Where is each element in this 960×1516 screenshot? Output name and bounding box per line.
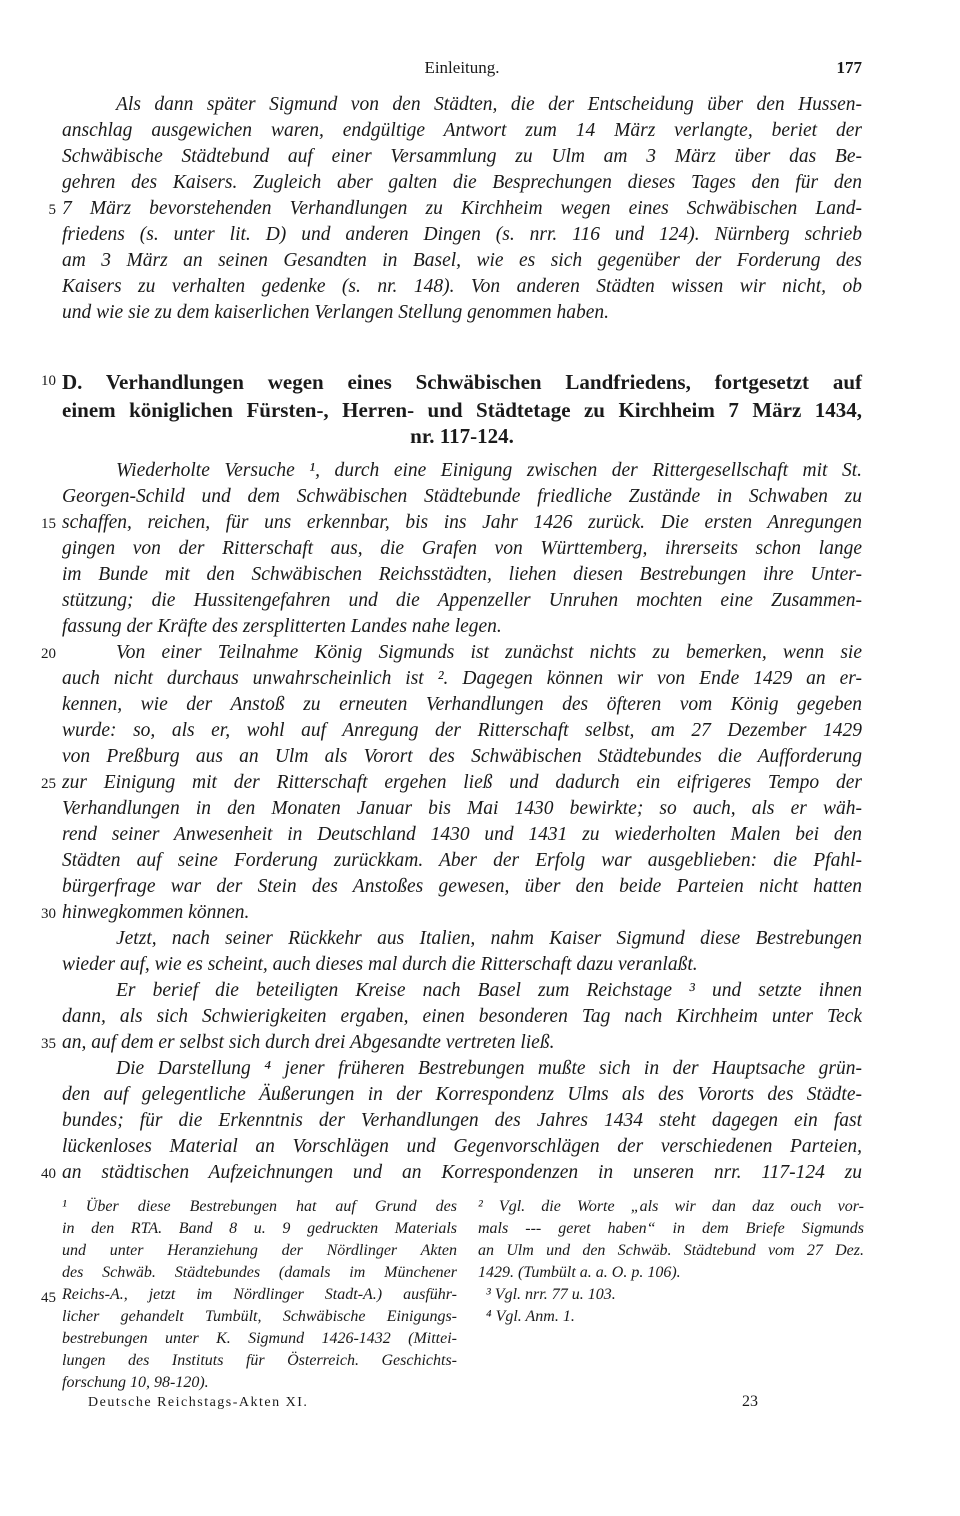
running-title: Einleitung. — [424, 58, 500, 77]
line-number: 20 — [41, 646, 56, 662]
text-line: Städten auf seine Forderung zurückkam. Aber der Erfolg war ausgeblieben: die Pfahl- — [62, 850, 862, 871]
text-line: lückenloses Material an Vorschlägen und Gegenvorschlägen der verschiedenen Parteien, — [62, 1136, 862, 1157]
text-line: gehren des Kaisers. Zugleich aber galten die Besprechungen dieses Tages den für den — [62, 172, 862, 193]
text-line: den auf gelegentliche Äußerungen in der Korrespondenz Ulms als des Vororts des Städte- — [62, 1084, 862, 1105]
section-heading: einem königlichen Fürsten-, Herren- und Städtetage zu Kirchheim 7 März 1434, — [62, 398, 862, 422]
footnote-line: licher gehandelt Tumbült, Schwäbische Einigungs- — [62, 1308, 457, 1325]
text-line: Kaisers zu verhalten gedenke (s. nr. 148). Von anderen Städten wissen wir nicht, ob — [62, 276, 862, 297]
line-number: 25 — [41, 776, 56, 792]
footnote-line: und unter Heranziehung der Nördlinger Akten — [62, 1242, 457, 1259]
text-line: friedens (s. unter lit. D) und anderen Dingen (s. nrr. 116 und 124). Nürnberg schrieb — [62, 224, 862, 245]
footnote-line: des Schwäb. Städtebundes (damals im Münchener — [62, 1264, 457, 1281]
line-number: 40 — [41, 1166, 56, 1182]
text-line: dann, als sich Schwierigkeiten ergaben, einen besonderen Tag nach Kirchheim unter Teck — [62, 1006, 862, 1027]
text-line: wurde: so, als er, wohl auf Anregung der Ritterschaft selbst, am 27 Dezember 1429 — [62, 720, 862, 741]
footnote-line: in den RTA. Band 8 u. 9 gedruckten Materials — [62, 1220, 457, 1237]
text-line: Als dann später Sigmund von den Städten, die der Entscheidung über den Hussen- — [116, 94, 862, 115]
footnote-line: 1429. (Tumbült a. a. O. p. 106). — [478, 1264, 681, 1281]
running-header — [62, 58, 862, 84]
line-number: 45 — [41, 1290, 56, 1306]
text-line: im Bunde mit den Schwäbischen Reichsstädten, liehen diesen Bestrebungen ihre Unter- — [62, 564, 862, 585]
footnote-line: ⁴ Vgl. Anm. 1. — [486, 1308, 575, 1325]
footnote-line: lungen des Instituts für Österreich. Geschichts- — [62, 1352, 457, 1369]
line-number: 30 — [41, 906, 56, 922]
text-line: anschlag ausgewichen waren, endgültige Antwort zum 14 März verlangte, beriet der — [62, 120, 862, 141]
text-line: Verhandlungen in den Monaten Januar bis Mai 1430 bewirkte; so auch, als er wäh- — [62, 798, 862, 819]
text-line: an städtischen Aufzeichnungen und an Korrespondenzen in unseren nrr. 117-124 zu — [62, 1162, 862, 1183]
footnote-line: Reichs-A., jetzt im Nördlinger Stadt-A.) ausführ- — [62, 1286, 457, 1303]
text-line: am 3 März an seinen Gesandten in Basel, wie es sich gegenüber der Forderung des — [62, 250, 862, 271]
line-number: 15 — [41, 516, 56, 532]
line-number: 10 — [41, 373, 56, 389]
text-line: Wiederholte Versuche ¹, durch eine Einigung zwischen der Rittergesellschaft mit St. — [116, 460, 862, 481]
volume-signature: Deutsche Reichstags-Akten XI. — [88, 1395, 309, 1410]
text-line: rend seiner Anwesenheit in Deutschland 1430 und 1431 zu wiederholten Malen bei den — [62, 824, 862, 845]
section-heading: nr. 117-124. — [410, 424, 514, 448]
text-line: an, auf dem er selbst sich durch drei Abgesandte vertreten ließ. — [62, 1032, 555, 1053]
text-line: gingen von der Ritterschaft aus, die Grafen von Württemberg, ihrerseits schon lange — [62, 538, 862, 559]
page-number: 177 — [836, 58, 862, 77]
text-line: Georgen-Schild und dem Schwäbischen Städtebunde friedliche Zustände in Schwaben zu — [62, 486, 862, 507]
text-line: Jetzt, nach seiner Rückkehr aus Italien, nahm Kaiser Sigmund diese Bestrebungen — [116, 928, 862, 949]
footnote-line: an Ulm und den Schwäb. Städtebund vom 27 Dez. — [478, 1242, 864, 1259]
text-line: stützung; die Hussitengefahren und die Appenzeller Unruhen mochten eine Zusammen- — [62, 590, 862, 611]
text-line: und wie sie zu dem kaiserlichen Verlangen Stellung genommen haben. — [62, 302, 609, 323]
footnote-line: ² Vgl. die Worte „als wir dan daz ouch vor- — [478, 1198, 864, 1215]
text-line: kennen, wie der Anstoß zu erneuten Verhandlungen des öfteren vom König gegeben — [62, 694, 862, 715]
line-number: 35 — [41, 1036, 56, 1052]
sheet-number: 23 — [742, 1393, 758, 1410]
footnote-line: mals --- geret haben“ in dem Briefe Sigmunds — [478, 1220, 864, 1237]
text-line: bundes; für die Erkenntnis der Verhandlungen des Jahres 1434 steht dagegen ein fast — [62, 1110, 862, 1131]
text-line: fassung der Kräfte des zersplitterten Landes nahe legen. — [62, 616, 502, 637]
text-line: wieder auf, wie es scheint, auch dieses mal durch die Ritterschaft dazu veranlaßt. — [62, 954, 698, 975]
footnote-line: bestrebungen unter K. Sigmund 1426-1432 (Mittei- — [62, 1330, 457, 1347]
text-line: schaffen, reichen, für uns erkennbar, bis ins Jahr 1426 zurück. Die ersten Anregungen — [62, 512, 862, 533]
text-line: von Preßburg aus an Ulm als Vorort des Schwäbischen Städtebundes die Aufforderung — [62, 746, 862, 767]
text-line: bürgerfrage war der Stein des Anstoßes gewesen, über den beide Parteien nicht hatten — [62, 876, 862, 897]
footnote-line: ³ Vgl. nrr. 77 u. 103. — [486, 1286, 616, 1303]
text-line: Die Darstellung ⁴ jener früheren Bestrebungen mußte sich in der Hauptsache grün- — [116, 1058, 862, 1079]
line-number: 5 — [48, 202, 56, 218]
footnote-line: ¹ Über diese Bestrebungen hat auf Grund des — [62, 1198, 457, 1215]
text-line: 7 März bevorstehenden Verhandlungen zu Kirchheim wegen eines Schwäbischen Land- — [62, 198, 862, 219]
text-line: Schwäbische Städtebund auf einer Versammlung zu Ulm am 3 März über das Be- — [62, 146, 862, 167]
section-heading: D. Verhandlungen wegen eines Schwäbischen Landfriedens, fortgesetzt auf — [62, 370, 862, 394]
text-line: zur Einigung mit der Ritterschaft ergehen ließ und dadurch ein eifrigeres Tempo der — [62, 772, 862, 793]
text-line: hinwegkommen können. — [62, 902, 250, 923]
text-line: Er berief die beteiligten Kreise nach Basel zum Reichstage ³ und setzte ihnen — [116, 980, 862, 1001]
text-line: auch nicht durchaus unwahrscheinlich ist ². Dagegen können wir von Ende 1429 an er- — [62, 668, 862, 689]
footnote-line: forschung 10, 98-120). — [62, 1374, 209, 1391]
text-line: Von einer Teilnahme König Sigmunds ist zunächst nichts zu bemerken, wenn sie — [116, 642, 862, 663]
